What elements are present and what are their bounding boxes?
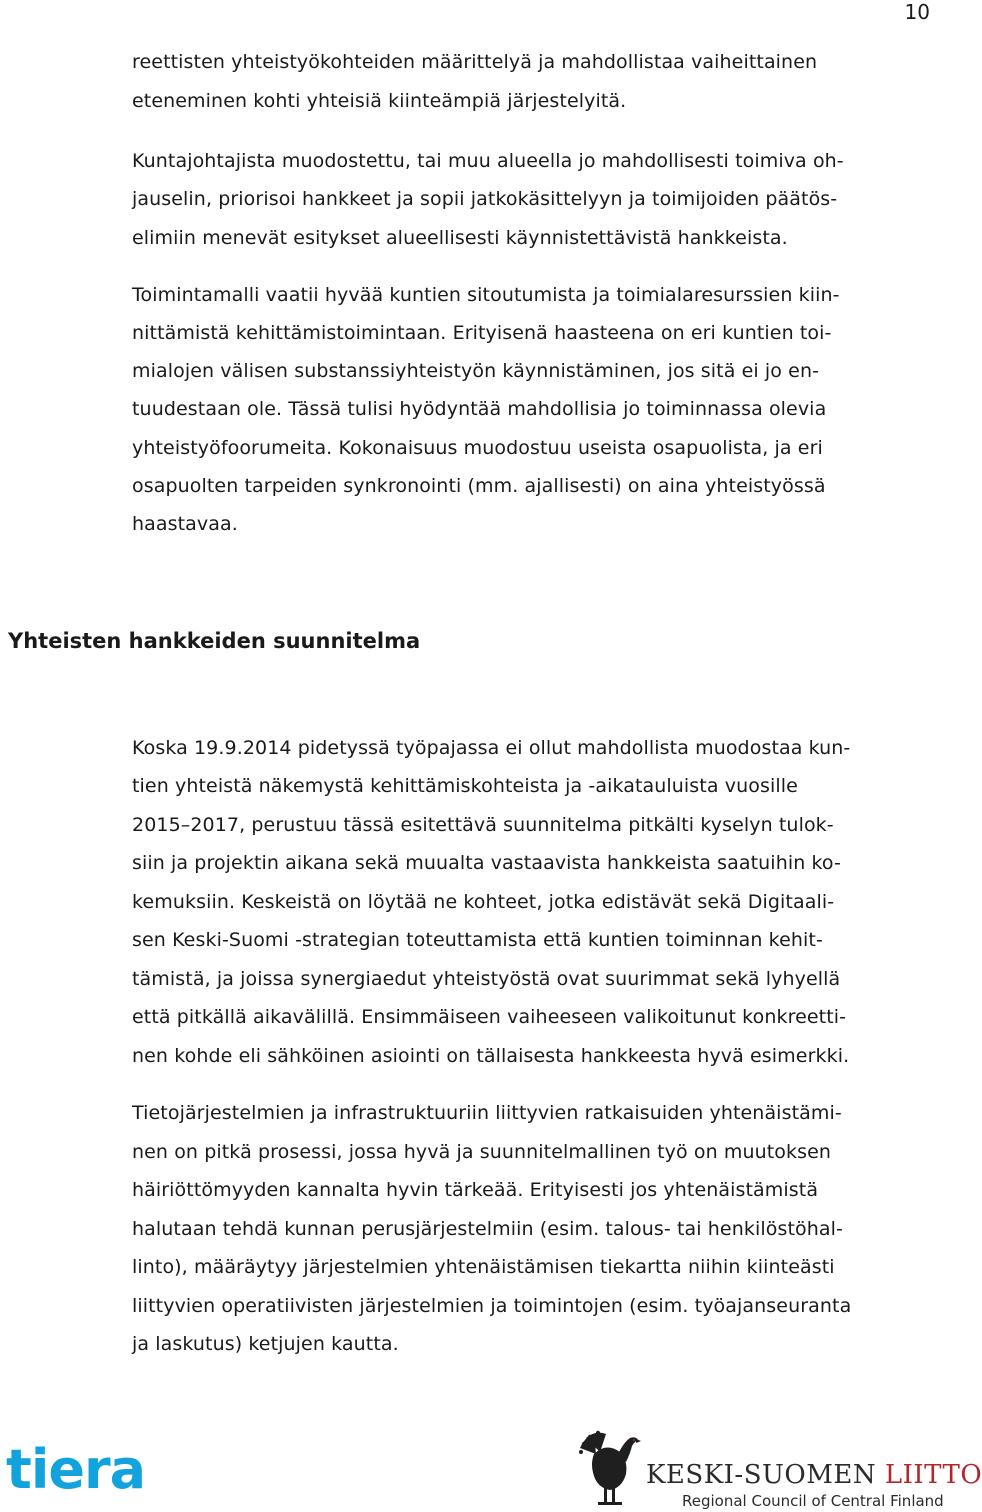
section-heading: Yhteisten hankkeiden suunnitelma: [8, 629, 421, 653]
text-line: haastavaa.: [132, 513, 238, 535]
text-line: osapuolten tarpeiden synkronointi (mm. ajallisesti) on aina yhteistyössä: [132, 475, 826, 497]
text-line: yhteistyöfoorumeita. Kokonaisuus muodostuu useista osapuolista, ja eri: [132, 437, 823, 459]
text-line: halutaan tehdä kunnan perusjärjestelmiin (esim. talous- tai henkilöstöhal-: [132, 1218, 843, 1240]
text-line: siin ja projektin aikana sekä muualta vastaavista hankkeista saatuihin ko-: [132, 852, 841, 874]
text-line: liittyvien operatiivisten järjestelmien ja toimintojen (esim. työajanseuranta: [132, 1295, 852, 1317]
text-line: elimiin menevät esitykset alueellisesti käynnistettävistä hankkeista.: [132, 227, 788, 249]
text-line: nen kohde eli sähköinen asiointi on tällaisesta hankkeesta hyvä esimerkki.: [132, 1045, 850, 1067]
text-line: Kuntajohtajista muodostettu, tai muu alueella jo mahdollisesti toimiva oh-: [132, 150, 844, 172]
text-line: eteneminen kohti yhteisiä kiinteämpiä järjestelyitä.: [132, 90, 627, 112]
text-line: ja laskutus) ketjujen kautta.: [132, 1333, 399, 1355]
council-subtitle: Regional Council of Central Finland: [682, 1492, 944, 1510]
text-line: nen on pitkä prosessi, jossa hyvä ja suunnitelmallinen työ on muutoksen: [132, 1141, 832, 1163]
keski-suomen-liitto-logo: [576, 1428, 982, 1512]
text-line: tien yhteistä näkemystä kehittämiskohteista ja -aikatauluista vuosille: [132, 775, 798, 797]
text-line: tämistä, ja joissa synergiaedut yhteistyöstä ovat suurimmat sekä lyhyellä: [132, 968, 841, 990]
text-line: Toimintamalli vaatii hyvää kuntien sitoutumista ja toimialaresurssien kiin-: [132, 284, 840, 306]
text-line: reettisten yhteistyökohteiden määrittelyä ja mahdollistaa vaiheittainen: [132, 51, 818, 73]
text-line: tuudestaan ole. Tässä tulisi hyödyntää mahdollisia jo toiminnassa olevia: [132, 398, 827, 420]
tiera-logo-text: tiera: [6, 1438, 146, 1501]
text-line: kemuksiin. Keskeistä on löytää ne kohteet, jotka edistävät sekä Digitaali-: [132, 891, 835, 913]
text-line: 2015–2017, perustuu tässä esitettävä suunnitelma pitkälti kyselyn tulok-: [132, 814, 834, 836]
text-line: sen Keski-Suomi -strategian toteuttamista että kuntien toiminnan kehit-: [132, 929, 823, 951]
text-line: mialojen välisen substanssiyhteistyön käynnistäminen, jos sitä ei jo en-: [132, 360, 820, 382]
text-line: nittämistä kehittämistoimintaan. Erityisenä haasteena on eri kuntien toi-: [132, 322, 832, 344]
council-name-part1: KESKI-SUOMEN: [646, 1460, 885, 1490]
text-line: Tietojärjestelmien ja infrastruktuuriin liittyvien ratkaisuiden yhtenäistämi-: [132, 1102, 842, 1124]
text-line: häiriöttömyyden kannalta hyvin tärkeää. Erityisesti jos yhtenäistämistä: [132, 1179, 819, 1201]
text-line: Koska 19.9.2014 pidetyssä työpajassa ei ollut mahdollista muodostaa kun-: [132, 737, 851, 759]
text-line: jauselin, priorisoi hankkeet ja sopii jatkokäsittelyyn ja toimijoiden päätös-: [132, 188, 838, 210]
capercaillie-icon: [576, 1428, 642, 1510]
tiera-logo: [6, 1440, 145, 1500]
council-name: [646, 1460, 982, 1490]
page-number: 10: [904, 0, 930, 24]
council-name-part2: LIITTO: [884, 1460, 982, 1490]
text-line: linto), määräytyy järjestelmien yhtenäistämisen tiekartta niihin kiinteästi: [132, 1256, 835, 1278]
text-line: että pitkällä aikavälillä. Ensimmäiseen vaiheeseen valikoitunut konkreetti-: [132, 1006, 847, 1028]
